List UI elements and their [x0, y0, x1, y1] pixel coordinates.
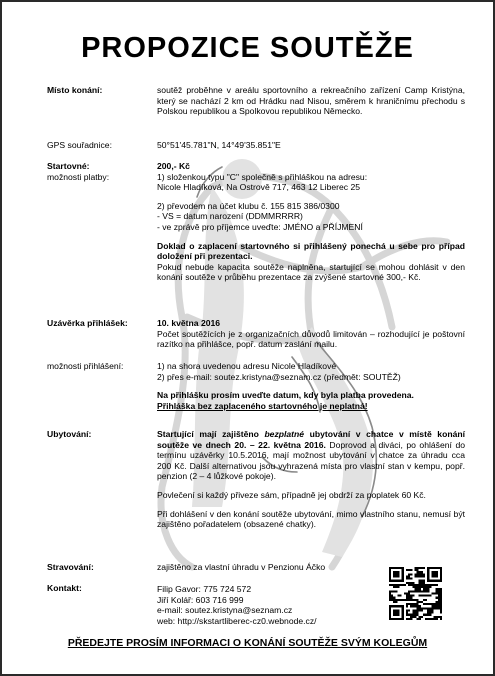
- signup-note-date: Na přihlášku prosím uveďte datum, kdy byla platba provedena.: [157, 390, 414, 401]
- meals-label: Stravování:: [47, 562, 94, 572]
- signup-label: možnosti přihlášení:: [47, 361, 124, 371]
- accommodation-linen: Povlečení si každý přiveze sám, případně jej obdrží za poplatek 60 Kč.: [157, 489, 426, 500]
- payment-vs: - VS = datum narození (DDMMRRRR): [157, 211, 303, 222]
- deadline-text: Počet soutěžících je z organizačních důvodů limitován – rozhodující je poštovní razítko na přihlášce, popř. datum zaslání mailu.: [157, 328, 465, 350]
- footer-note: PŘEDEJTE PROSÍM INFORMACI O KONÁNÍ SOUTĚŽE SVÝM KOLEGŮM: [67, 637, 428, 649]
- contact-filip: Filip Gavor: 775 724 572: [157, 584, 252, 594]
- accommodation-late-note: Při dohlášení v den konání soutěže ubytování, mimo vlastního stanu, nemusí být zajištěno pořadatelem (obsazené chatky).: [157, 508, 465, 530]
- qr-code[interactable]: [389, 567, 442, 620]
- capacity-note: Pokud nebude kapacita soutěže naplněna, startující se mohou dohlásit v den konání soutěže v průběhu prezentace za zvýšené startovné 300,- Kč.: [157, 261, 465, 283]
- accommodation-label: Ubytování:: [47, 429, 92, 439]
- accommodation-dates: ubytování v chatce v místě konání soutěže ve dnech 20. – 22. května 2016.: [157, 429, 465, 450]
- signup-note-invalid: Přihláška bez zaplaceného startovného je neplatná!: [157, 400, 368, 411]
- contact-list: [157, 584, 317, 626]
- deadline-date: 10. května 2016: [157, 318, 221, 328]
- contact-email[interactable]: e-mail: soutez.kristyna@seznam.cz: [157, 605, 293, 616]
- fee-label: Startovné:: [47, 161, 90, 171]
- accommodation-main: [157, 429, 465, 482]
- meals-text: zajištěno za vlastní úhradu v Penzionu Áčko: [157, 562, 326, 572]
- contact-jiri: Jiří Kolář: 603 716 999: [157, 594, 244, 605]
- venue-text: soutěž proběhne v areálu sportovního a rekreačního zařízení Camp Kristýna, který se nachází 2 km od Hrádku nad Nisou, směrem k hraničnímu přechodu s Polskou republikou a Spolkovou republikou Německo.: [157, 85, 465, 117]
- payment-message: - ve zprávě pro příjemce uveďte: JMÉNO a PŘÍJMENÍ: [157, 221, 363, 232]
- signup-option-2: 2) přes e-mail: soutez.kristyna@seznam.cz (předmět: SOUTĚŽ): [157, 371, 401, 382]
- payment-option-1: 1) složenkou typu "C" společně s přihláškou na adresu:: [157, 171, 368, 182]
- gps-value: 50°51'45.781"N, 14°49'35.851"E: [157, 140, 281, 150]
- deadline-label: Uzávěrka přihlášek:: [47, 318, 128, 328]
- gps-label: GPS souřadnice:: [47, 140, 112, 150]
- signup-option-1: 1) na shora uvedenou adresu Nicole Hladíkové: [157, 361, 337, 371]
- contact-web[interactable]: web: http://skstartliberec-cz0.webnode.cz/: [157, 615, 317, 626]
- accommodation-intro: Startující mají zajištěno: [157, 429, 265, 439]
- payment-options-label: možnosti platby:: [47, 172, 110, 182]
- payment-option-2: 2) převodem na účet klubu č. 155 815 386/0300: [157, 200, 340, 211]
- fee-value: 200,- Kč: [157, 161, 190, 171]
- contact-label: Kontakt:: [47, 583, 82, 593]
- payment-address: Nicole Hladíková, Na Ostrově 717, 463 12 Liberec 25: [157, 182, 361, 193]
- accommodation-details: Doprovod a diváci, po ohlášení do termínu uzávěrky 10.5.2016, mají možnost ubytování v chatce za úhradu cca 200 Kč. Další alternativou jsou vyhrazená místa pro vlastní stan v kempu, popř. penzion (2 – 4 lůžkové pokoje).: [157, 439, 465, 482]
- accommodation-free: bezplatné: [264, 429, 305, 439]
- venue-label: Místo konání:: [47, 85, 103, 95]
- payment-proof-note: Doklad o zaplacení startovného si přihlášený ponechá u sebe pro případ doložení při prezentaci.: [157, 240, 465, 262]
- page-title: PROPOZICE SOUTĚŽE: [81, 32, 414, 64]
